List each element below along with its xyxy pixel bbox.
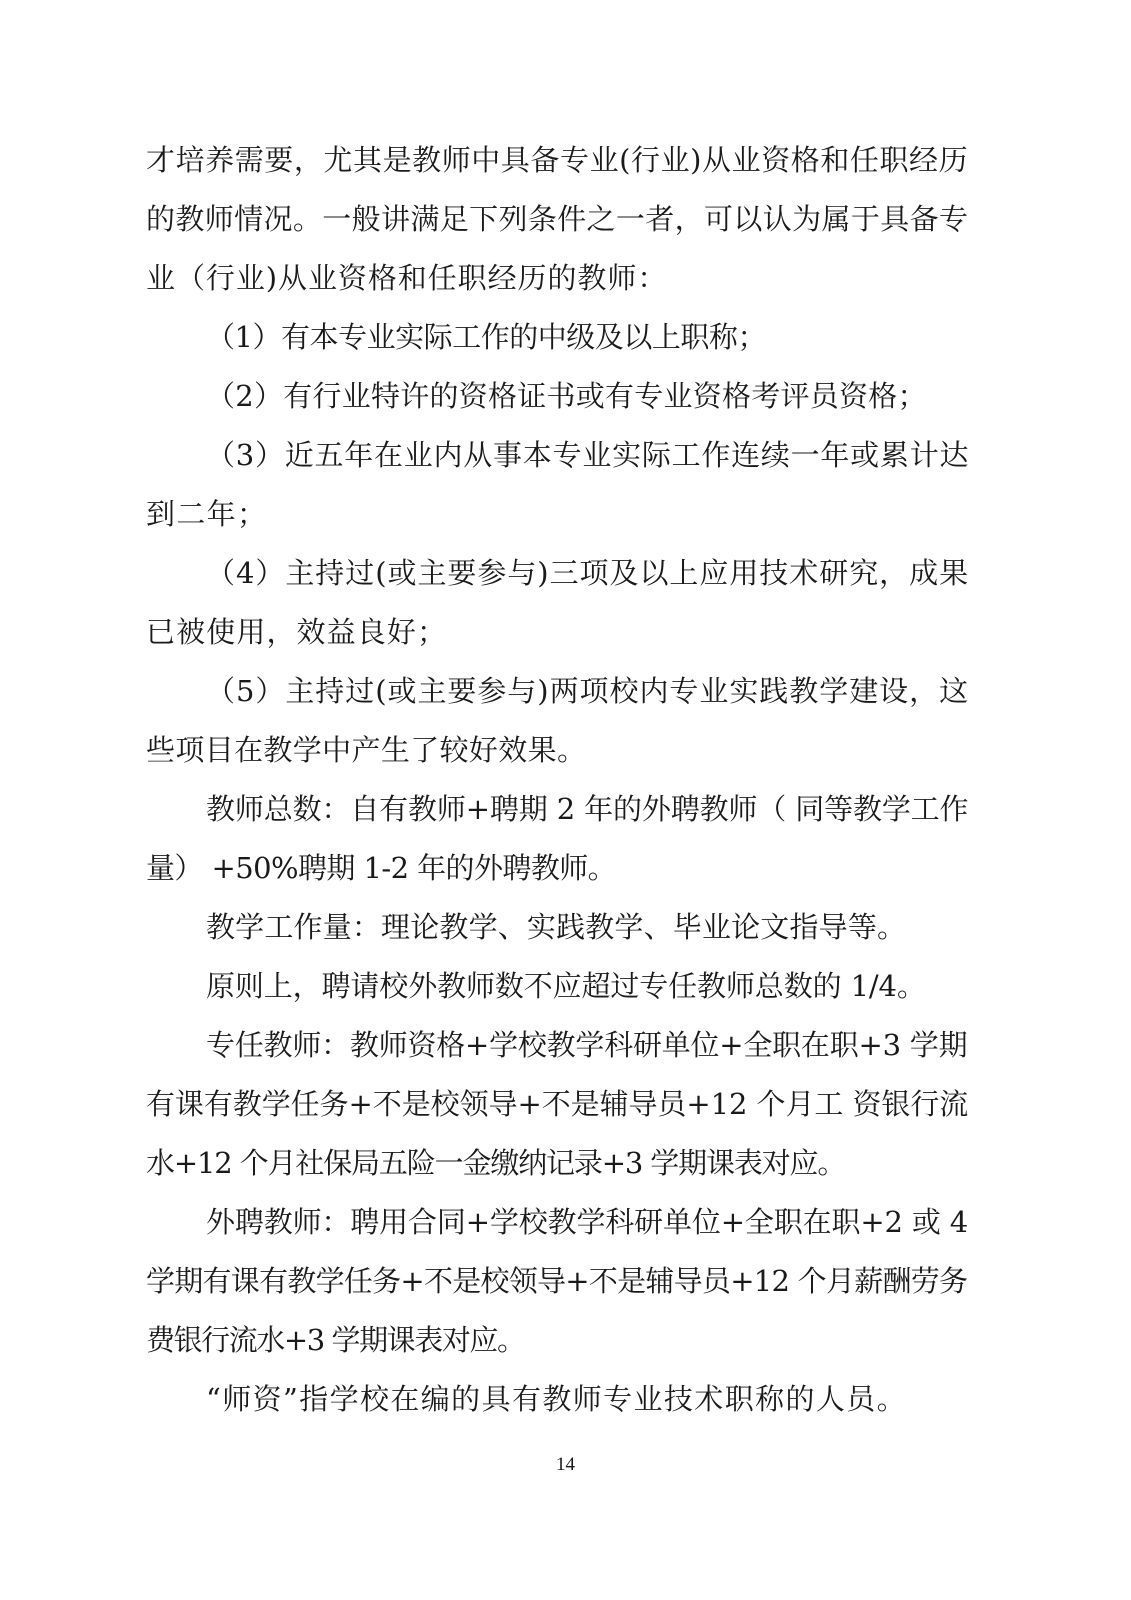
- text-line: （4）主持过(或主要参与)三项及以上应用技术研究，成果: [206, 556, 970, 590]
- text-line: 才培养需要，尤其是教师中具备专业(行业)从业资格和任职经历: [146, 143, 969, 177]
- text-line: “师资”指学校在编的具有教师专业技术职称的人员。: [206, 1382, 908, 1416]
- page-number: 14: [556, 1454, 575, 1475]
- text-line: （2）有行业特许的资格证书或有专业资格考评员资格；: [206, 379, 927, 413]
- text-line: 水+12 个月社保局五险一金缴纳记录+3 学期课表对应。: [146, 1146, 846, 1180]
- text-line: 的教师情况。一般讲满足下列条件之一者，可以认为属于具备专: [146, 202, 969, 236]
- text-line: （5）主持过(或主要参与)两项校内专业实践教学建设，这: [206, 674, 970, 708]
- text-line: 到二年；: [146, 497, 268, 531]
- text-line: （3）近五年在业内从事本专业实际工作连续一年或累计达: [206, 438, 970, 472]
- text-line: （1）有本专业实际工作的中级及以上职称；: [206, 320, 766, 354]
- text-line: 费银行流水+3 学期课表对应。: [146, 1323, 525, 1357]
- text-line: 外聘教师：聘用合同+学校教学科研单位+全职在职+2 或 4: [206, 1205, 969, 1239]
- text-line: 业（行业)从业资格和任职经历的教师：: [146, 261, 668, 295]
- text-line: 学期有课有教学任务+不是校领导+不是辅导员+12 个月薪酬劳务: [146, 1264, 968, 1298]
- text-line: 已被使用，效益良好；: [146, 615, 448, 649]
- text-line: 教学工作量：理论教学、实践教学、毕业论文指导等。: [206, 910, 907, 944]
- text-line: 量） +50%聘期 1-2 年的外聘教师。: [146, 851, 617, 885]
- text-line: 有课有教学任务+不是校领导+不是辅导员+12 个月工 资银行流: [146, 1087, 969, 1121]
- text-line: 原则上，聘请校外教师数不应超过专任教师总数的 1/4。: [206, 969, 926, 1003]
- text-line: 些项目在教学中产生了较好效果。: [146, 733, 587, 767]
- text-line: 专任教师：教师资格+学校教学科研单位+全职在职+3 学期: [206, 1028, 968, 1062]
- text-line: 教师总数：自有教师+聘期 2 年的外聘教师（ 同等教学工作: [206, 792, 969, 826]
